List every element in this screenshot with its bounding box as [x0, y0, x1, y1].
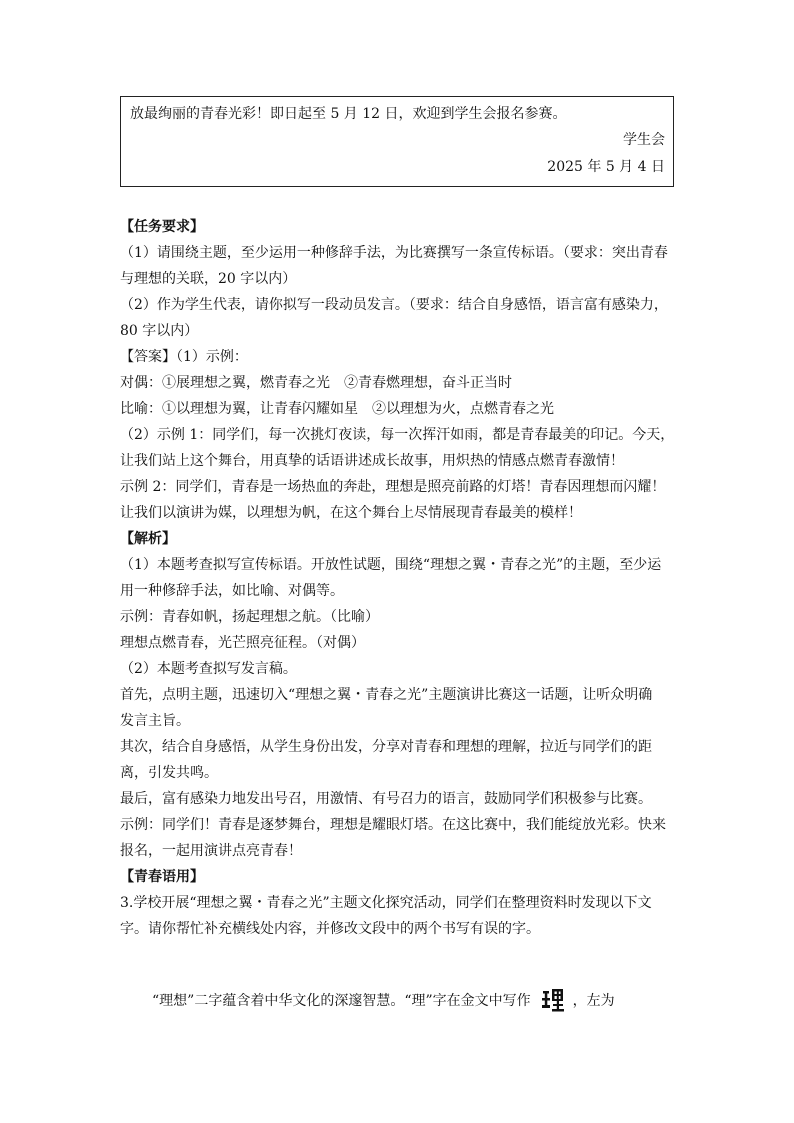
- text-line: 【解析】: [120, 531, 176, 547]
- text-line: 报名，一起用演讲点亮青春！: [120, 843, 302, 859]
- text-line: 其次，结合自身感悟，从学生身份出发，分享对青春和理想的理解，拉近与同学们的距: [120, 739, 652, 755]
- notice-date: 2025 年 5 月 4 日: [547, 159, 665, 175]
- text-line: 示例：青春如帆，扬起理想之航。（比喻）: [120, 609, 379, 625]
- text-line: 示例：同学们！青春是逐梦舞台，理想是耀眼灯塔。在这比赛中，我们能绽放光彩。快来: [120, 817, 666, 833]
- passage-text-after: ，左为: [572, 993, 615, 1009]
- text-line: 【青春语用】: [120, 869, 204, 885]
- text-line: 对偶：①展理想之翼，燃青春之光 ②青春燃理想，奋斗正当时: [120, 375, 512, 391]
- text-line: 理想点燃青春，光芒照亮征程。（对偶）: [120, 635, 365, 651]
- answer-content: [120, 214, 680, 942]
- text-line: 离，引发共鸣。: [120, 765, 218, 781]
- text-line: （2）示例 1：同学们，每一次挑灯夜读，每一次挥汗如雨，都是青春最美的印记。今天，: [120, 427, 675, 443]
- text-line: 80 字以内）: [120, 323, 199, 339]
- text-line: （1）请围绕主题，至少运用一种修辞手法，为比赛撰写一条宣传标语。（要求：突出青春: [120, 245, 668, 261]
- text-line: （2）作为学生代表，请你拟写一段动员发言。（要求：结合自身感悟，语言富有感染力，: [120, 297, 668, 313]
- text-line: （2）本题考查拟写发言稿。: [120, 661, 297, 677]
- text-line: 比喻：①以理想为翼，让青春闪耀如星 ②以理想为火，点燃青春之光: [120, 401, 554, 417]
- text-line: 让我们站上这个舞台，用真挚的话语讲述成长故事，用炽热的情感点燃青春激情！: [120, 453, 624, 469]
- text-line: 让我们以演讲为媒，以理想为帆，在这个舞台上尽情展现青春最美的模样！: [120, 505, 582, 521]
- text-line: 最后，富有感染力地发出号召，用激情、有号召力的语言，鼓励同学们积极参与比赛。: [120, 791, 652, 807]
- text-line: 3.学校开展“理想之翼・青春之光”主题文化探究活动，同学们在整理资料时发现以下文: [120, 895, 652, 911]
- text-line: 【答案】（1）示例：: [120, 349, 248, 365]
- text-line: 与理想的关联，20 字以内）: [120, 271, 297, 287]
- passage-text-before: “理想”二字蕴含着中华文化的深邃智慧。“理”字在金文中写作: [152, 993, 531, 1009]
- text-line: 发言主旨。: [120, 713, 190, 729]
- text-line: （1）本题考查拟写宣传标语。开放性试题，围绕“理想之翼・青春之光”的主题，至少运: [120, 557, 662, 573]
- notice-text: 放最绚丽的青春光彩！即日起至 5 月 12 日，欢迎到学生会报名参赛。: [130, 106, 567, 122]
- text-line: 首先，点明主题，迅速切入“理想之翼・青春之光”主题演讲比赛这一话题，让听众明确: [120, 687, 653, 703]
- bronze-script-li-glyph-icon: [541, 988, 565, 1014]
- passage-line: [152, 988, 615, 1014]
- notice-signature: 学生会: [623, 132, 665, 148]
- text-line: 【任务要求】: [120, 219, 204, 235]
- text-line: 字。请你帮忙补充横线处内容，并修改文段中的两个书写有误的字。: [120, 921, 540, 937]
- text-line: 用一种修辞手法，如比喻、对偶等。: [120, 583, 344, 599]
- text-line: 示例 2：同学们，青春是一场热血的奔赴，理想是照亮前路的灯塔！青春因理想而闪耀！: [120, 479, 666, 495]
- notice-box: [120, 96, 674, 187]
